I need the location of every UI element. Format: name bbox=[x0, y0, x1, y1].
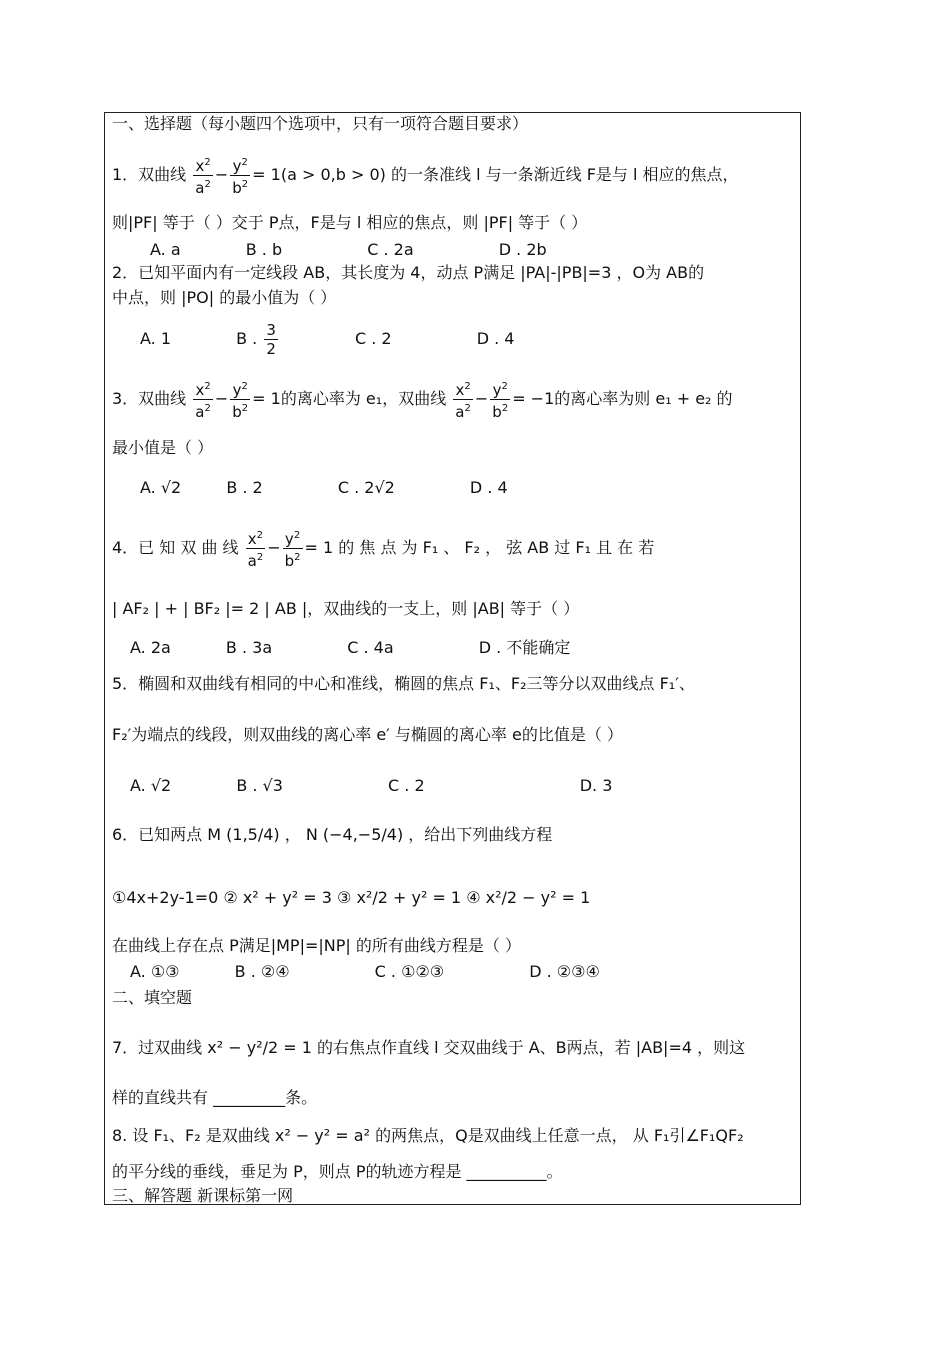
question-5-line-2: F₂′为端点的线段，则双曲线的离心率 e′ 与椭圆的离心率 e的比值是（ ） bbox=[112, 725, 623, 744]
question-4-line-1: 4．已 知 双 曲 线 $\frac{x^2}{a^2}$ − $\frac{y^2}{b^2}$ = 1 的 焦 点 为 F₁ 、 F₂ ， 弦 AB 过 F₁ 且 在 若 bbox=[112, 527, 654, 569]
question-8-line-2: 的平分线的垂线，垂足为 P，则点 P的轨迹方程是 __________。 bbox=[112, 1162, 563, 1181]
question-7-line-2: 样的直线共有 _________条。 bbox=[112, 1088, 318, 1107]
question-4-options: A. 2a B . 3a C . 4a D . 不能确定 bbox=[130, 638, 571, 657]
question-2-options: A. 1 B . $\frac{3}{2}$ C . 2 D . 4 bbox=[140, 321, 515, 358]
question-2-line-2: 中点，则 |PO| 的最小值为（ ） bbox=[112, 288, 337, 307]
question-3-line-2: 最小值是（ ） bbox=[112, 438, 214, 457]
section-title-fill: 二、填空题 bbox=[112, 988, 193, 1007]
fraction-3-2: $\frac{3}{2}$ bbox=[266, 321, 276, 358]
question-5-options: A. √2 B . √3 C . 2 D. 3 bbox=[130, 776, 613, 795]
fraction-x2-a2: $\frac{x^2}{a^2}$ bbox=[193, 154, 213, 197]
section-title-choice: 一、选择题（每小题四个选项中，只有一项符合题目要求） bbox=[112, 114, 529, 133]
question-6-line-3: 在曲线上存在点 P满足|MP|=|NP| 的所有曲线方程是（ ） bbox=[112, 936, 521, 955]
question-6-options: A. ①③ B . ②④ C . ①②③ D . ②③④ bbox=[130, 962, 600, 981]
fraction-y2-b2: $\frac{y^2}{b^2}$ bbox=[230, 154, 250, 197]
question-8-line-1: 8. 设 F₁、F₂ 是双曲线 x² − y² = a² 的两焦点，Q是双曲线上任意一点， 从 F₁引∠F₁QF₂ bbox=[112, 1126, 744, 1145]
question-5-line-1: 5．椭圆和双曲线有相同的中心和准线，椭圆的焦点 F₁、F₂三等分以双曲线点 F₁′、 bbox=[112, 674, 695, 693]
question-3-options: A. √2 B . 2 C . 2√2 D . 4 bbox=[140, 478, 508, 497]
question-7-line-1: 7．过双曲线 x² − y²/2 = 1 的右焦点作直线 l 交双曲线于 A、B两点，若 |AB|=4 ，则这 bbox=[112, 1038, 746, 1057]
question-6-curves: ①4x+2y-1=0 ② x² + y² = 3 ③ x²/2 + y² = 1 ④ x²/2 − y² = 1 bbox=[112, 888, 591, 907]
question-4-line-2: | AF₂ | + | BF₂ |= 2 | AB |，双曲线的一支上，则 |AB| 等于（ ） bbox=[112, 599, 580, 618]
section-title-solve: 三、解答题 新课标第一网 bbox=[112, 1186, 294, 1205]
question-2-line-1: 2．已知平面内有一定线段 AB，其长度为 4，动点 P满足 |PA|-|PB|=3 ，O为 AB的 bbox=[112, 263, 705, 282]
question-6-line-1: 6．已知两点 M (1,5/4) ， N (−4,−5/4) ，给出下列曲线方程 bbox=[112, 825, 553, 844]
question-1-line-2: 则|PF| 等于（ ）交于 P点，F是与 l 相应的焦点，则 |PF| 等于（ ） bbox=[112, 213, 588, 232]
question-1-line-1: 1．双曲线 $\frac{x^2}{a^2}$ − $\frac{y^2}{b^2}$ = 1(a > 0,b > 0) 的一条准线 l 与一条渐近线 F是与 l 相应的焦点， bbox=[112, 154, 739, 194]
question-3-line-1: 3．双曲线 $\frac{x^2}{a^2}$ − $\frac{y^2}{b^2}$ = 1的离心率为 e₁，双曲线 $\frac{x^2}{a^2}$ − $\frac{y^2}{b^2}$ = −1的离心率为则 e₁ + e₂ 的 bbox=[112, 378, 733, 420]
question-1-options: A. a B . b C . 2a D . 2b bbox=[150, 240, 547, 259]
